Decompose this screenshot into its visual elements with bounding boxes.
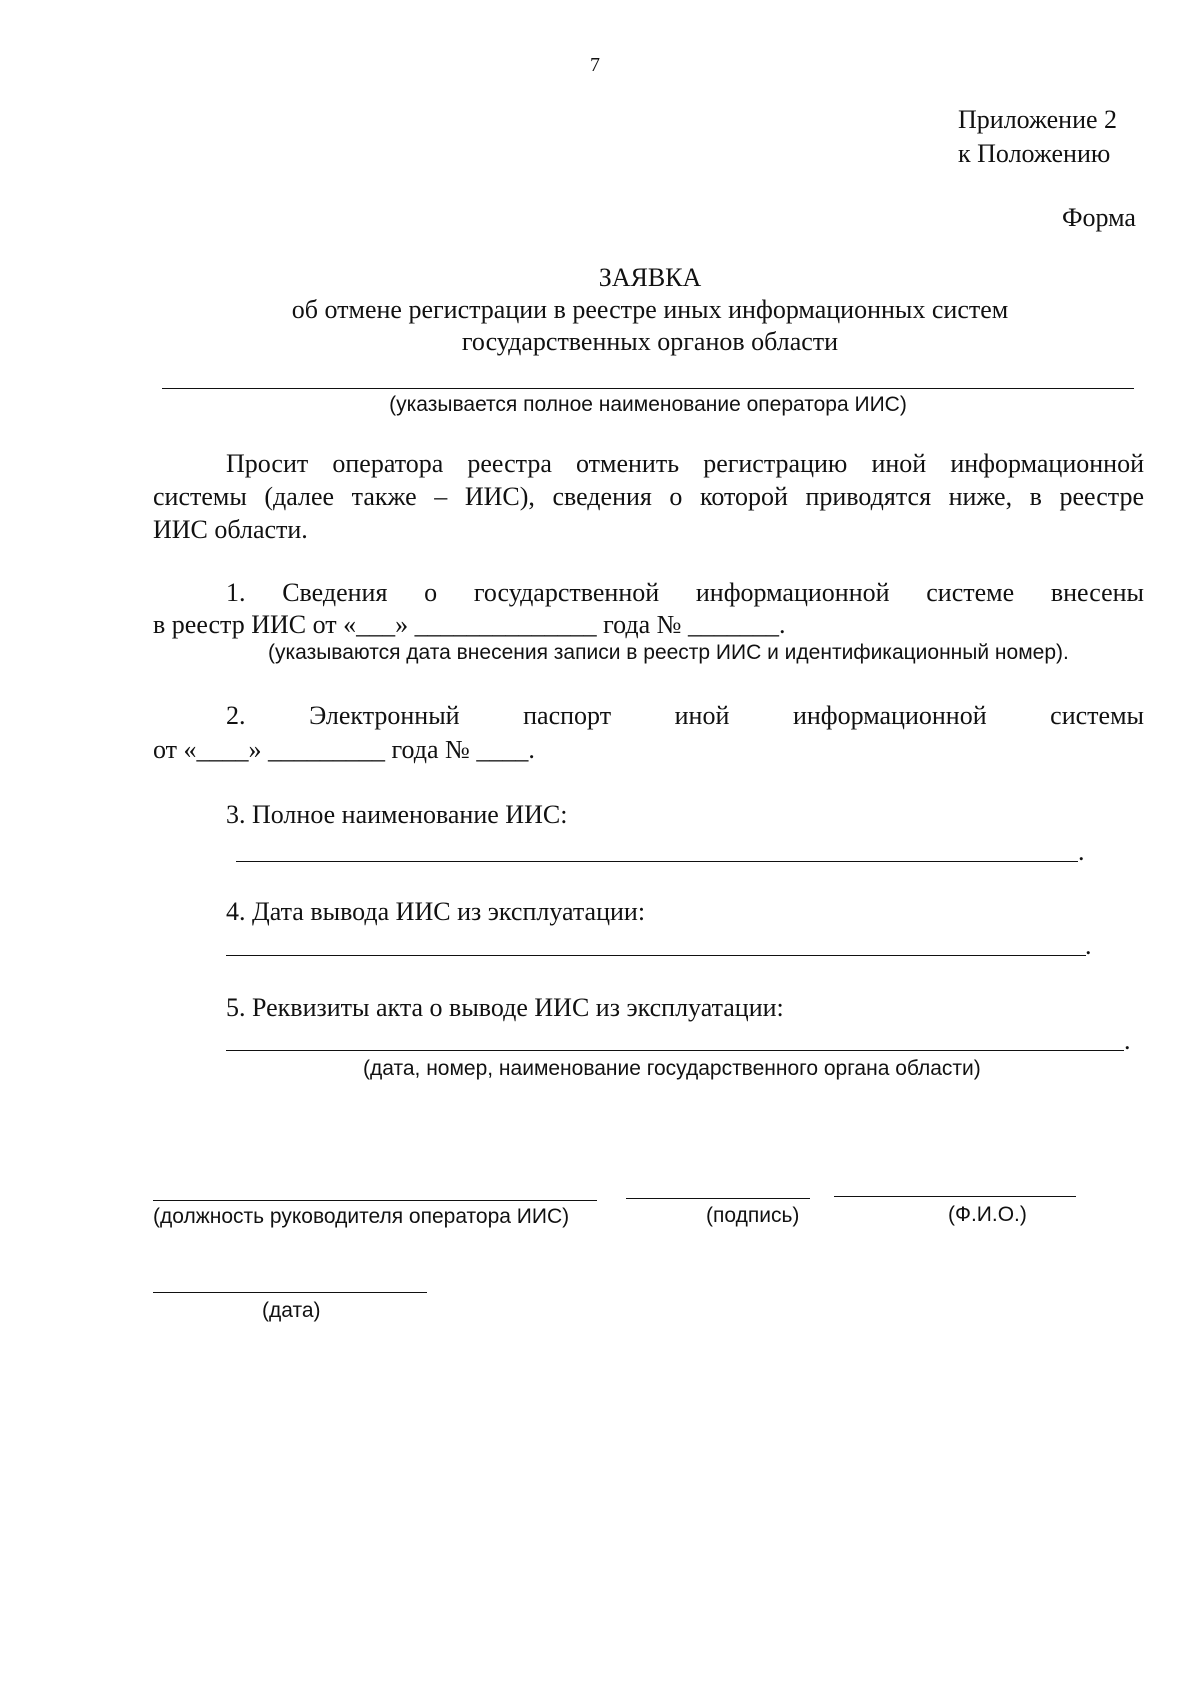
intro-line-1: Просит оператора реестра отменить регистрацию иной информационной — [226, 449, 1144, 478]
intro-line-3: ИИС области. — [153, 515, 308, 544]
form-label: Форма — [1062, 203, 1136, 232]
intro-line-2: системы (далее также – ИИС), сведения о которой приводятся ниже, в реестре — [153, 482, 1144, 511]
item-1-line-1: 1. Сведения о государственной информационной системе внесены — [226, 578, 1144, 607]
item-3-end-dot: . — [1078, 837, 1085, 866]
appendix-line-2: к Положению — [958, 139, 1111, 168]
item-3-fill-line[interactable] — [236, 861, 1078, 862]
item-1-caption: (указываются дата внесения записи в реестр ИИС и идентификационный номер). — [268, 641, 1069, 664]
item-2-line-2: от «____» _________ года № ____. — [153, 735, 535, 764]
operator-name-line — [162, 388, 1134, 389]
position-line[interactable] — [153, 1200, 597, 1201]
position-caption: (должность руководителя оператора ИИС) — [153, 1205, 570, 1228]
item-3-label: 3. Полное наименование ИИС: — [226, 800, 568, 829]
operator-name-caption: (указывается полное наименование оператора ИИС) — [389, 393, 907, 416]
doc-subtitle-1: об отмене регистрации в реестре иных информационных систем — [291, 295, 1009, 324]
item-5-end-dot: . — [1124, 1026, 1131, 1055]
item-4-label: 4. Дата вывода ИИС из эксплуатации: — [226, 897, 646, 926]
item-2-line-1: 2. Электронный паспорт иной информационной системы — [226, 701, 1144, 730]
item-5-fill-line[interactable] — [226, 1050, 1124, 1051]
item-4-end-dot: . — [1085, 931, 1092, 960]
full-name-caption: (Ф.И.О.) — [948, 1203, 1027, 1226]
item-4-fill-line[interactable] — [226, 955, 1086, 956]
signature-line[interactable] — [626, 1198, 810, 1199]
item-1-line-2: в реестр ИИС от «___» ______________ года № _______. — [153, 610, 786, 639]
doc-subtitle-2: государственных органов области — [461, 327, 839, 356]
date-line[interactable] — [153, 1292, 427, 1293]
doc-title: ЗАЯВКА — [598, 263, 702, 292]
item-5-caption: (дата, номер, наименование государственного органа области) — [363, 1057, 981, 1080]
page-number: 7 — [590, 54, 600, 76]
item-5-label: 5. Реквизиты акта о выводе ИИС из эксплуатации: — [226, 993, 784, 1022]
signature-caption: (подпись) — [706, 1204, 800, 1227]
appendix-line-1: Приложение 2 — [958, 105, 1118, 134]
date-caption: (дата) — [262, 1299, 321, 1322]
full-name-line[interactable] — [834, 1196, 1076, 1197]
